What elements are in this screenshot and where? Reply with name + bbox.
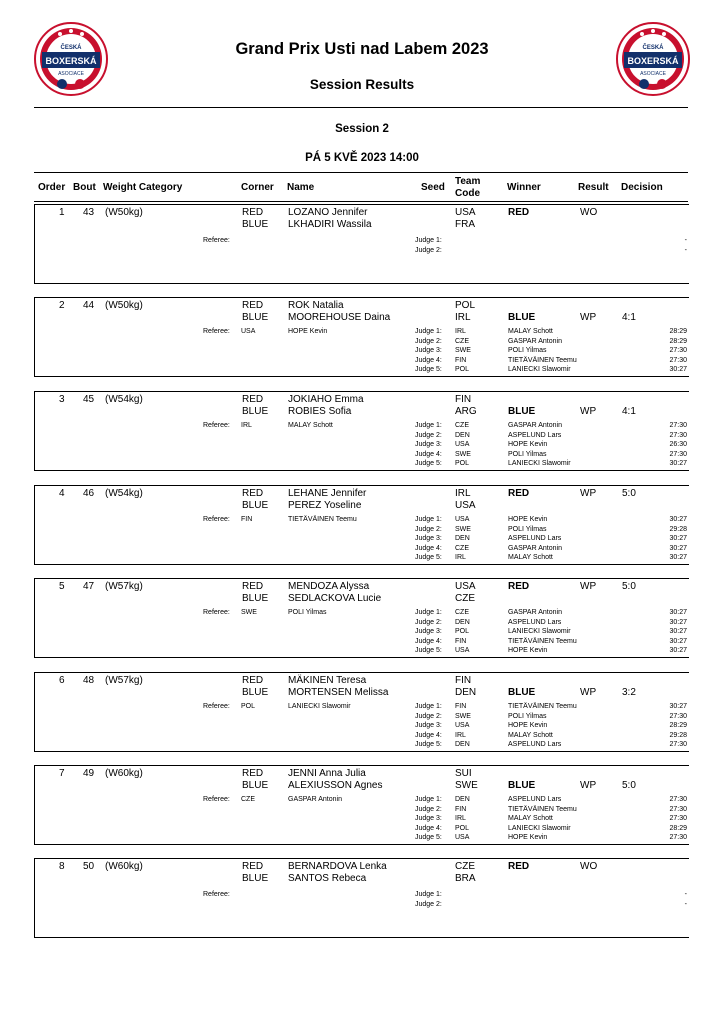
- judge-label: Judge 1:: [415, 422, 442, 429]
- bout-number: 50: [83, 861, 95, 872]
- judge-score: 28:29: [669, 328, 687, 335]
- judge-label: Judge 4:: [415, 731, 442, 739]
- judge-label: Judge 2:: [415, 246, 442, 254]
- judge-country: POL: [455, 628, 470, 635]
- red-boxer-name: ROK Natalia: [288, 300, 344, 311]
- judge-label: Judge 3:: [415, 535, 442, 542]
- judge-label: Judge 1:: [415, 609, 442, 616]
- judge-score: 28:29: [669, 722, 687, 729]
- winner-corner: RED: [508, 488, 530, 499]
- referee-name: TIETÄVÄINEN Teemu: [288, 516, 357, 523]
- judge-country: IRL: [455, 731, 466, 739]
- judge-name: HOPE Kevin: [508, 834, 548, 841]
- red-corner-label: RED: [242, 488, 264, 499]
- page-title: Grand Prix Usti nad Labem 2023: [235, 40, 489, 58]
- bout-order: 6: [59, 675, 65, 686]
- judge-country: SWE: [455, 450, 471, 458]
- blue-team-code: FRA: [455, 219, 475, 230]
- judge-score: 30:27: [669, 554, 687, 561]
- judge-label: Judge 4:: [415, 356, 442, 364]
- bout-order: 8: [59, 861, 65, 872]
- judge-score: 29:28: [669, 525, 687, 533]
- red-corner-label: RED: [242, 768, 264, 779]
- judge-country: POL: [455, 824, 470, 832]
- decision-score: 3:2: [622, 687, 636, 698]
- bout-block: [34, 765, 689, 845]
- judge-country: POL: [455, 366, 470, 373]
- red-boxer-name: JOKIAHO Emma: [288, 394, 364, 405]
- bout-block: [34, 204, 689, 284]
- referee-country: CZE: [241, 796, 255, 803]
- result-type: WP: [580, 488, 597, 499]
- referee-country: FIN: [241, 516, 253, 523]
- judge-score: 27:30: [669, 450, 687, 458]
- result-type: WP: [580, 581, 597, 592]
- blue-corner-label: BLUE: [242, 500, 269, 511]
- judge-label: Judge 3:: [415, 441, 442, 448]
- judge-score: 27:30: [669, 347, 687, 354]
- red-team-code: FIN: [455, 394, 472, 405]
- svg-text:BOXERSKÁ: BOXERSKÁ: [45, 56, 97, 66]
- judge-label: Judge 3:: [415, 815, 442, 822]
- blue-boxer-name: MOOREHOUSE Daina: [288, 312, 391, 323]
- col-team-code-line2: Code: [455, 188, 480, 199]
- blue-corner-label: BLUE: [242, 780, 269, 791]
- judge-score: 27:30: [669, 815, 687, 822]
- red-team-code: SUI: [455, 768, 472, 779]
- judge-name: LANIECKI Slawomir: [508, 824, 571, 832]
- judge-label: Judge 4:: [415, 637, 442, 645]
- bout-number: 47: [83, 581, 95, 592]
- blue-corner-label: BLUE: [242, 687, 269, 698]
- red-boxer-name: JENNI Anna Julia: [288, 768, 366, 779]
- judge-name: MALAY Schott: [508, 328, 553, 335]
- judge-score: 30:27: [669, 628, 687, 635]
- judge-country: DEN: [455, 618, 470, 626]
- weight-category: (W60kg): [105, 768, 143, 779]
- referee-label: Referee:: [203, 891, 230, 898]
- judge-name: GASPAR Antonin: [508, 609, 562, 616]
- session-label: Session 2: [335, 123, 389, 135]
- red-team-code: USA: [455, 207, 476, 218]
- bout-number: 44: [83, 300, 95, 311]
- judge-label: Judge 4:: [415, 824, 442, 832]
- judge-country: CZE: [455, 544, 469, 552]
- judge-score: 30:27: [669, 637, 687, 645]
- judge-name: POLI Yilmas: [508, 525, 547, 533]
- result-type: WO: [580, 207, 598, 218]
- judge-country: SWE: [455, 525, 471, 533]
- judge-country: USA: [455, 516, 470, 523]
- bout-number: 43: [83, 207, 95, 218]
- judge-score: 29:28: [669, 731, 687, 739]
- bout-order: 3: [59, 394, 65, 405]
- judge-score: 30:27: [669, 460, 687, 467]
- red-corner-label: RED: [242, 581, 264, 592]
- red-boxer-name: LOZANO Jennifer: [288, 207, 368, 218]
- blue-boxer-name: PEREZ Yoseline: [288, 500, 362, 511]
- referee-name: LANIECKI Slawomir: [288, 703, 351, 710]
- judge-name: HOPE Kevin: [508, 516, 548, 523]
- judge-score: 27:30: [669, 834, 687, 841]
- referee-label: Referee:: [203, 796, 230, 803]
- judge-score: 27:30: [669, 796, 687, 803]
- winner-corner: BLUE: [508, 780, 536, 791]
- winner-corner: BLUE: [508, 687, 536, 698]
- judge-label: Judge 3:: [415, 722, 442, 729]
- result-type: WP: [580, 312, 597, 323]
- col-name: Name: [287, 182, 315, 193]
- judge-name: GASPAR Antonin: [508, 337, 562, 345]
- blue-boxer-name: SEDLACKOVA Lucie: [288, 593, 382, 604]
- referee-country: POL: [241, 703, 256, 710]
- judge-label: Judge 1:: [415, 237, 442, 244]
- red-team-code: FIN: [455, 675, 472, 686]
- red-boxer-name: MENDOZA Alyssa: [288, 581, 370, 592]
- judge-country: USA: [455, 722, 470, 729]
- judge-country: FIN: [455, 805, 467, 813]
- svg-text:ČESKÁ: ČESKÁ: [60, 45, 82, 51]
- bout-number: 49: [83, 768, 95, 779]
- judge-label: Judge 5:: [415, 366, 442, 373]
- judge-country: USA: [455, 441, 470, 448]
- judge-label: Judge 5:: [415, 647, 442, 654]
- decision-score: 5:0: [622, 488, 636, 499]
- referee-name: GASPAR Antonin: [288, 796, 342, 803]
- svg-text:ASOCIACE: ASOCIACE: [58, 71, 84, 77]
- blue-corner-label: BLUE: [242, 873, 269, 884]
- bout-order: 4: [59, 488, 65, 499]
- judge-score: 27:30: [669, 741, 687, 748]
- judge-label: Judge 5:: [415, 554, 442, 561]
- referee-name: MALAY Schott: [288, 422, 333, 429]
- table-header-top-rule: [34, 172, 688, 173]
- bout-block: [34, 485, 689, 565]
- judge-score: 27:30: [669, 805, 687, 813]
- judge-country: USA: [455, 834, 470, 841]
- judge-label: Judge 5:: [415, 834, 442, 841]
- judge-name: HOPE Kevin: [508, 441, 548, 448]
- judge-score: 30:27: [669, 544, 687, 552]
- bout-order: 2: [59, 300, 65, 311]
- judge-name: POLI Yilmas: [508, 712, 547, 720]
- judge-country: IRL: [455, 328, 466, 335]
- judge-name: ASPELUND Lars: [508, 618, 562, 626]
- weight-category: (W50kg): [105, 300, 143, 311]
- col-team-code-line1: Team: [455, 176, 481, 187]
- judge-name: TIETÄVÄINEN Teemu: [508, 356, 577, 364]
- referee-label: Referee:: [203, 516, 230, 523]
- judge-country: DEN: [455, 741, 470, 748]
- referee-country: IRL: [241, 422, 252, 429]
- judge-name: LANIECKI Slawomir: [508, 628, 571, 635]
- blue-corner-label: BLUE: [242, 406, 269, 417]
- red-corner-label: RED: [242, 861, 264, 872]
- judge-country: CZE: [455, 422, 469, 429]
- judge-label: Judge 4:: [415, 450, 442, 458]
- judge-country: DEN: [455, 431, 470, 439]
- red-boxer-name: LEHANE Jennifer: [288, 488, 367, 499]
- judge-score: -: [684, 246, 687, 254]
- judge-score: 30:27: [669, 535, 687, 542]
- referee-label: Referee:: [203, 237, 230, 244]
- judge-country: FIN: [455, 703, 467, 710]
- blue-team-code: SWE: [455, 780, 478, 791]
- col-seed: Seed: [421, 182, 445, 193]
- bout-number: 48: [83, 675, 95, 686]
- judge-name: ASPELUND Lars: [508, 741, 562, 748]
- decision-score: 4:1: [622, 312, 636, 323]
- blue-boxer-name: LKHADIRI Wassila: [288, 219, 372, 230]
- blue-corner-label: BLUE: [242, 312, 269, 323]
- judge-label: Judge 2:: [415, 805, 442, 813]
- referee-label: Referee:: [203, 609, 230, 616]
- weight-category: (W54kg): [105, 488, 143, 499]
- result-type: WP: [580, 780, 597, 791]
- judge-label: Judge 5:: [415, 460, 442, 467]
- referee-name: POLI Yilmas: [288, 609, 327, 616]
- blue-team-code: USA: [455, 500, 476, 511]
- judge-country: IRL: [455, 554, 466, 561]
- judge-country: DEN: [455, 535, 470, 542]
- svg-text:ČESKÁ: ČESKÁ: [642, 45, 664, 51]
- judge-score: -: [684, 900, 687, 908]
- svg-text:BOXERSKÁ: BOXERSKÁ: [627, 56, 679, 66]
- blue-boxer-name: SANTOS Rebeca: [288, 873, 367, 884]
- judge-score: 30:27: [669, 609, 687, 616]
- result-type: WP: [580, 687, 597, 698]
- red-corner-label: RED: [242, 394, 264, 405]
- bout-order: 7: [59, 768, 65, 779]
- red-corner-label: RED: [242, 300, 264, 311]
- result-type: WP: [580, 406, 597, 417]
- referee-country: SWE: [241, 609, 257, 616]
- referee-label: Referee:: [203, 703, 230, 710]
- weight-category: (W60kg): [105, 861, 143, 872]
- judge-country: SWE: [455, 347, 471, 354]
- judge-name: TIETÄVÄINEN Teemu: [508, 637, 577, 645]
- red-boxer-name: BERNARDOVA Lenka: [288, 861, 387, 872]
- judge-country: SWE: [455, 712, 471, 720]
- judge-label: Judge 4:: [415, 544, 442, 552]
- judge-score: 27:30: [669, 356, 687, 364]
- bout-block: [34, 391, 689, 471]
- red-corner-label: RED: [242, 675, 264, 686]
- bout-number: 46: [83, 488, 95, 499]
- judge-label: Judge 1:: [415, 703, 442, 710]
- winner-corner: RED: [508, 581, 530, 592]
- referee-country: USA: [241, 328, 256, 335]
- bout-block: [34, 672, 689, 752]
- judge-score: 30:27: [669, 366, 687, 373]
- bout-block: [34, 858, 689, 938]
- blue-corner-label: BLUE: [242, 219, 269, 230]
- judge-label: Judge 2:: [415, 712, 442, 720]
- judge-label: Judge 2:: [415, 431, 442, 439]
- judge-country: CZE: [455, 337, 469, 345]
- bout-number: 45: [83, 394, 95, 405]
- weight-category: (W54kg): [105, 394, 143, 405]
- judge-name: GASPAR Antonin: [508, 422, 562, 429]
- session-date: PÁ 5 KVĚ 2023 14:00: [305, 152, 419, 164]
- judge-name: POLI Yilmas: [508, 347, 547, 354]
- judge-country: USA: [455, 647, 470, 654]
- judge-name: MALAY Schott: [508, 554, 553, 561]
- judge-label: Judge 2:: [415, 618, 442, 626]
- col-weight-category: Weight Category: [103, 182, 183, 193]
- judge-label: Judge 1:: [415, 328, 442, 335]
- judge-country: DEN: [455, 796, 470, 803]
- red-team-code: POL: [455, 300, 476, 311]
- referee-name: HOPE Kevin: [288, 328, 328, 335]
- judge-name: TIETÄVÄINEN Teemu: [508, 703, 577, 710]
- judge-score: 27:30: [669, 431, 687, 439]
- judge-label: Judge 2:: [415, 900, 442, 908]
- referee-label: Referee:: [203, 422, 230, 429]
- col-corner: Corner: [241, 182, 274, 193]
- blue-boxer-name: MORTENSEN Melissa: [288, 687, 389, 698]
- col-decision: Decision: [621, 182, 663, 193]
- judge-country: POL: [455, 460, 470, 467]
- svg-text:ASOCIACE: ASOCIACE: [640, 71, 666, 77]
- header-divider: [34, 107, 688, 108]
- judge-country: FIN: [455, 356, 467, 364]
- table-header-bottom-rule: [34, 201, 688, 202]
- weight-category: (W50kg): [105, 207, 143, 218]
- judge-name: LANIECKI Slawomir: [508, 460, 571, 467]
- blue-corner-label: BLUE: [242, 593, 269, 604]
- bout-order: 1: [59, 207, 65, 218]
- judge-name: TIETÄVÄINEN Teemu: [508, 805, 577, 813]
- decision-score: 5:0: [622, 780, 636, 791]
- judge-label: Judge 1:: [415, 516, 442, 523]
- judge-score: 30:27: [669, 516, 687, 523]
- winner-corner: BLUE: [508, 312, 536, 323]
- judge-score: 28:29: [669, 824, 687, 832]
- judge-score: 27:30: [669, 712, 687, 720]
- referee-label: Referee:: [203, 328, 230, 335]
- judge-name: MALAY Schott: [508, 815, 553, 822]
- judge-label: Judge 2:: [415, 337, 442, 345]
- judge-score: 30:27: [669, 703, 687, 710]
- judge-name: POLI Yilmas: [508, 450, 547, 458]
- red-corner-label: RED: [242, 207, 264, 218]
- blue-team-code: DEN: [455, 687, 477, 698]
- judge-score: 26:30: [669, 441, 687, 448]
- col-order: Order: [38, 182, 66, 193]
- weight-category: (W57kg): [105, 675, 143, 686]
- judge-label: Judge 5:: [415, 741, 442, 748]
- judge-country: IRL: [455, 815, 466, 822]
- red-team-code: IRL: [455, 488, 471, 499]
- red-team-code: USA: [455, 581, 476, 592]
- blue-team-code: BRA: [455, 873, 476, 884]
- winner-corner: BLUE: [508, 406, 536, 417]
- judge-name: MALAY Schott: [508, 731, 553, 739]
- judge-label: Judge 1:: [415, 796, 442, 803]
- judge-score: 30:27: [669, 647, 687, 654]
- judge-name: ASPELUND Lars: [508, 431, 562, 439]
- decision-score: 4:1: [622, 406, 636, 417]
- blue-team-code: IRL: [455, 312, 471, 323]
- judge-label: Judge 3:: [415, 347, 442, 354]
- col-winner: Winner: [507, 182, 541, 193]
- blue-team-code: ARG: [455, 406, 477, 417]
- page-subtitle: Session Results: [309, 77, 415, 92]
- red-boxer-name: MÄKINEN Teresa: [288, 675, 367, 686]
- result-type: WO: [580, 861, 598, 872]
- weight-category: (W57kg): [105, 581, 143, 592]
- judge-country: FIN: [455, 637, 467, 645]
- judge-label: Judge 2:: [415, 525, 442, 533]
- judge-name: HOPE Kevin: [508, 647, 548, 654]
- bout-block: [34, 297, 689, 377]
- red-team-code: CZE: [455, 861, 475, 872]
- judge-name: GASPAR Antonin: [508, 544, 562, 552]
- blue-team-code: CZE: [455, 593, 475, 604]
- judge-score: 28:29: [669, 337, 687, 345]
- col-result: Result: [578, 182, 609, 193]
- judge-score: -: [684, 237, 687, 244]
- blue-boxer-name: ROBIES Sofia: [288, 406, 352, 417]
- judge-name: HOPE Kevin: [508, 722, 548, 729]
- decision-score: 5:0: [622, 581, 636, 592]
- judge-score: 30:27: [669, 618, 687, 626]
- winner-corner: RED: [508, 207, 530, 218]
- col-bout: Bout: [73, 182, 96, 193]
- judge-label: Judge 3:: [415, 628, 442, 635]
- winner-corner: RED: [508, 861, 530, 872]
- judge-name: ASPELUND Lars: [508, 535, 562, 542]
- judge-name: LANIECKI Slawomir: [508, 366, 571, 373]
- bout-order: 5: [59, 581, 65, 592]
- judge-score: 27:30: [669, 422, 687, 429]
- judge-name: ASPELUND Lars: [508, 796, 562, 803]
- judge-country: CZE: [455, 609, 469, 616]
- judge-score: -: [684, 891, 687, 898]
- judge-label: Judge 1:: [415, 891, 442, 898]
- blue-boxer-name: ALEXIUSSON Agnes: [288, 780, 383, 791]
- bout-block: [34, 578, 689, 658]
